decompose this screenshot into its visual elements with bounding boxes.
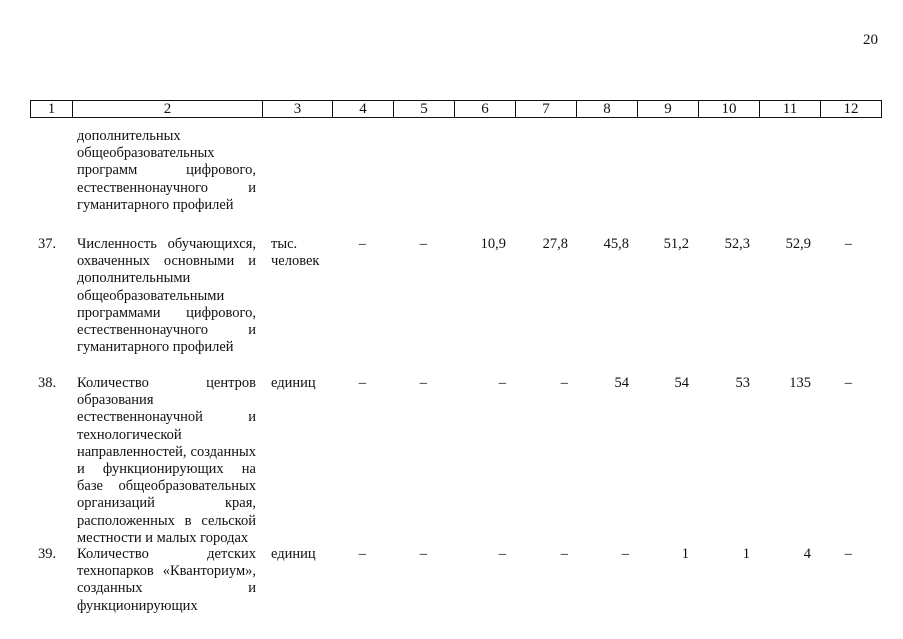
value-col-4: – xyxy=(358,546,366,562)
value-col-5: – xyxy=(419,236,427,252)
value-col-6: 10,9 xyxy=(480,236,506,252)
indicator-name: Количество детских технопарков «Кванториум», созданных и функционирующих xyxy=(77,546,256,614)
row-number: 38. xyxy=(38,375,57,391)
value-col-7: – xyxy=(560,546,568,562)
value-col-7: 27,8 xyxy=(542,236,568,252)
value-col-6: – xyxy=(498,375,506,391)
header-col-5: 5 xyxy=(394,101,455,118)
value-col-5: – xyxy=(419,375,427,391)
unit-of-measure: единиц xyxy=(271,375,316,391)
header-col-8: 8 xyxy=(577,101,638,118)
value-col-11: 4 xyxy=(803,546,811,562)
header-col-9: 9 xyxy=(638,101,699,118)
value-col-12: – xyxy=(844,236,852,252)
value-col-10: 1 xyxy=(742,546,750,562)
value-col-8: – xyxy=(621,546,629,562)
header-col-4: 4 xyxy=(333,101,394,118)
column-number-header xyxy=(30,100,882,118)
unit-of-measure: тыс. человек xyxy=(271,236,320,270)
value-col-4: – xyxy=(358,375,366,391)
unit-of-measure: единиц xyxy=(271,546,316,562)
indicator-name: Численность обучающихся, охваченных основными и дополнительными общеобразовательными программами цифрового, естественнонаучного и гуманитарного профилей xyxy=(77,236,256,356)
value-col-7: – xyxy=(560,375,568,391)
value-col-4: – xyxy=(358,236,366,252)
row-number: 37. xyxy=(38,236,57,252)
header-col-3: 3 xyxy=(263,101,333,118)
value-col-9: 1 xyxy=(681,546,689,562)
value-col-8: 45,8 xyxy=(603,236,629,252)
value-col-10: 53 xyxy=(735,375,750,391)
value-col-10: 52,3 xyxy=(724,236,750,252)
page-number: 20 xyxy=(863,32,878,48)
value-col-5: – xyxy=(419,546,427,562)
header-col-12: 12 xyxy=(821,101,882,118)
header-col-11: 11 xyxy=(760,101,821,118)
header-col-2: 2 xyxy=(73,101,263,118)
header-col-6: 6 xyxy=(455,101,516,118)
value-col-11: 52,9 xyxy=(785,236,811,252)
header-col-1: 1 xyxy=(31,101,73,118)
indicator-name: Количество центров образования естественнонаучной и технологической направленностей, созданных и функционирующих на базе общеобразовательных организаций края, расположенных в сельской местности и малых городах xyxy=(77,375,256,546)
value-col-12: – xyxy=(844,375,852,391)
value-col-9: 54 xyxy=(674,375,689,391)
value-col-8: 54 xyxy=(614,375,629,391)
value-col-12: – xyxy=(844,546,852,562)
continuation-indicator-name: дополнительных общеобразовательных программ цифрового, естественнонаучного и гуманитарного профилей xyxy=(77,128,256,213)
value-col-6: – xyxy=(498,546,506,562)
value-col-11: 135 xyxy=(789,375,811,391)
header-col-10: 10 xyxy=(699,101,760,118)
value-col-9: 51,2 xyxy=(663,236,689,252)
header-col-7: 7 xyxy=(516,101,577,118)
row-number: 39. xyxy=(38,546,57,562)
